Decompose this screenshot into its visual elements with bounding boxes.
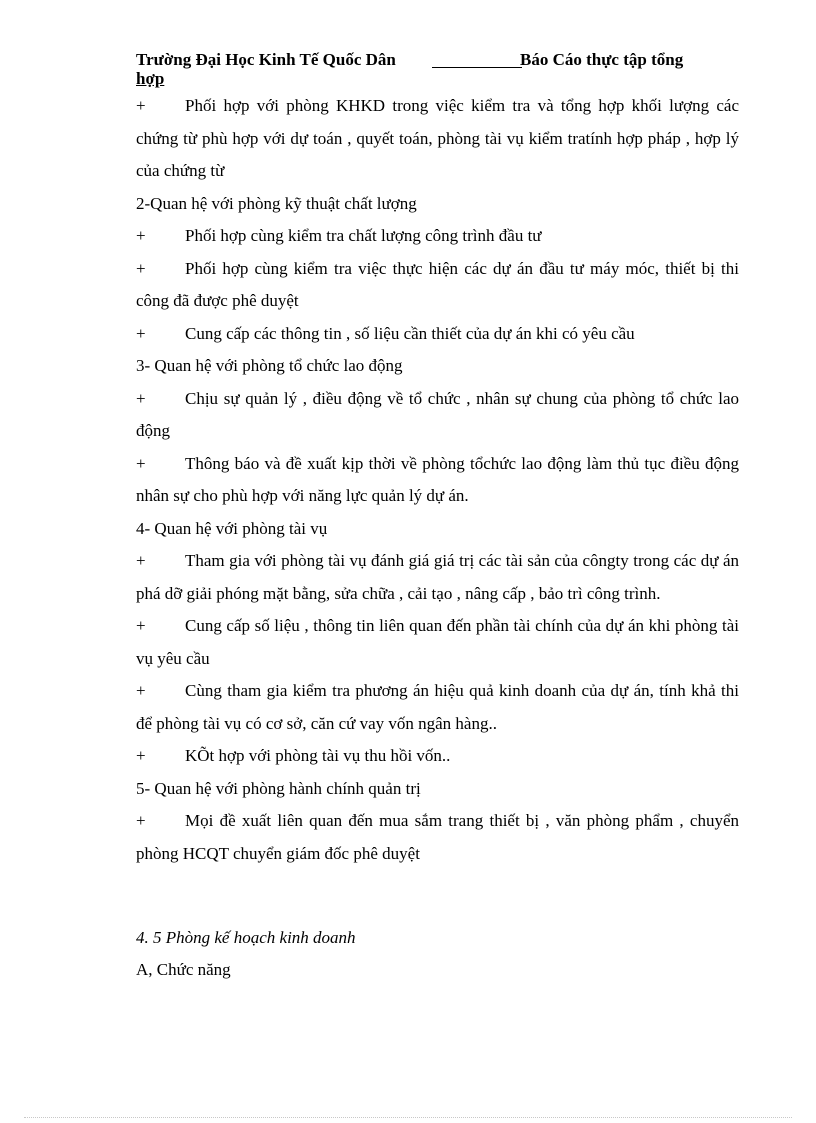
bullet-marker: + [136, 388, 146, 408]
bullet-paragraph [136, 383, 739, 448]
bullet-marker: + [136, 551, 146, 570]
section-heading: 5- Quan hệ với phòng hành chính quản trị [136, 778, 421, 798]
section-heading: 2-Quan hệ với phòng kỹ thuật chất lượng [136, 193, 417, 213]
bullet-marker: + [136, 616, 146, 635]
bullet-text: Cùng tham gia kiểm tra phương án hiệu quả kinh doanh của dự án, tính khả thi để phòng tài vụ có cơ sở, căn cứ vay vốn ngân hàng.. [136, 681, 739, 733]
bullet-text: Thông báo và đề xuất kịp thời về phòng tổchức lao động làm thủ tục điều động nhân sự cho phù hợp với năng lực quản lý dự án. [136, 453, 739, 505]
page-header [136, 50, 716, 88]
bullet-marker: + [136, 323, 146, 343]
bullet-text: Phối hợp cùng kiểm tra chất lượng công trình đầu tư [185, 226, 542, 245]
bullet-text: Chịu sự quản lý , điều động về tổ chức , nhân sự chung của phòng tổ chức lao động [136, 388, 739, 440]
bullet-paragraph [136, 90, 739, 188]
bullet-marker: + [136, 811, 146, 830]
section-heading: 4- Quan hệ với phòng tài vụ [136, 518, 328, 538]
bullet-text: Mọi đề xuất liên quan đến mua sắm trang thiết bị , văn phòng phẩm , chuyển phòng HCQT chuyển giám đốc phê duyệt [136, 811, 739, 863]
bullet-text: Cung cấp số liệu , thông tin liên quan đến phần tài chính của dự án khi phòng tài vụ yêu cầu [136, 616, 739, 668]
section-title: 4. 5 Phòng kế hoạch kinh doanh [136, 928, 356, 947]
bullet-marker: + [136, 681, 146, 700]
bullet-marker: + [136, 746, 146, 765]
page-bottom-rule [24, 1117, 792, 1118]
bullet-marker: + [136, 226, 146, 245]
header-report-title-continuation: hợp [136, 69, 165, 88]
section-heading: 3- Quan hệ với phòng tổ chức lao động [136, 356, 403, 375]
bullet-paragraph [136, 675, 739, 740]
document-body [136, 90, 739, 870]
bullet-paragraph [136, 253, 739, 318]
bullet-paragraph [136, 610, 739, 675]
bullet-paragraph [136, 220, 739, 253]
bullet-paragraph [136, 805, 739, 870]
subsection-title: A, Chức năng [136, 960, 231, 979]
header-school-name: Trường Đại Học Kinh Tế Quốc Dân [136, 50, 396, 69]
bullet-marker: + [136, 96, 146, 115]
bullet-marker: + [136, 453, 146, 473]
header-underline-gap [432, 67, 522, 68]
bullet-paragraph [136, 318, 739, 351]
bullet-paragraph [136, 740, 739, 773]
bullet-text: Cung cấp các thông tin , số liệu cần thiết của dự án khi có yêu cầu [185, 323, 635, 343]
bullet-text: KÕt hợp với phòng tài vụ thu hồi vốn.. [185, 746, 451, 765]
bullet-paragraph [136, 545, 739, 610]
bullet-marker: + [136, 258, 146, 278]
bullet-text: Phối hợp cùng kiểm tra việc thực hiện các dự án đầu tư máy móc, thiết bị thi công đã được phê duyệt [136, 258, 739, 310]
bullet-paragraph [136, 448, 739, 513]
header-line [136, 50, 716, 69]
header-report-title: Báo Cáo thực tập tổng [520, 50, 684, 69]
bullet-text: Phối hợp với phòng KHKD trong việc kiểm tra và tổng hợp khối lượng các chứng từ phù hợp với dự toán , quyết toán, phòng tài vụ kiểm tratính hợp pháp , hợp lý của chứng từ [136, 96, 739, 180]
bullet-text: Tham gia với phòng tài vụ đánh giá giá trị các tài sản của côngty trong các dự án phá dỡ giải phóng mặt bằng, sửa chữa , cải tạo , nâng cấp , bảo trì công trình. [136, 551, 739, 603]
